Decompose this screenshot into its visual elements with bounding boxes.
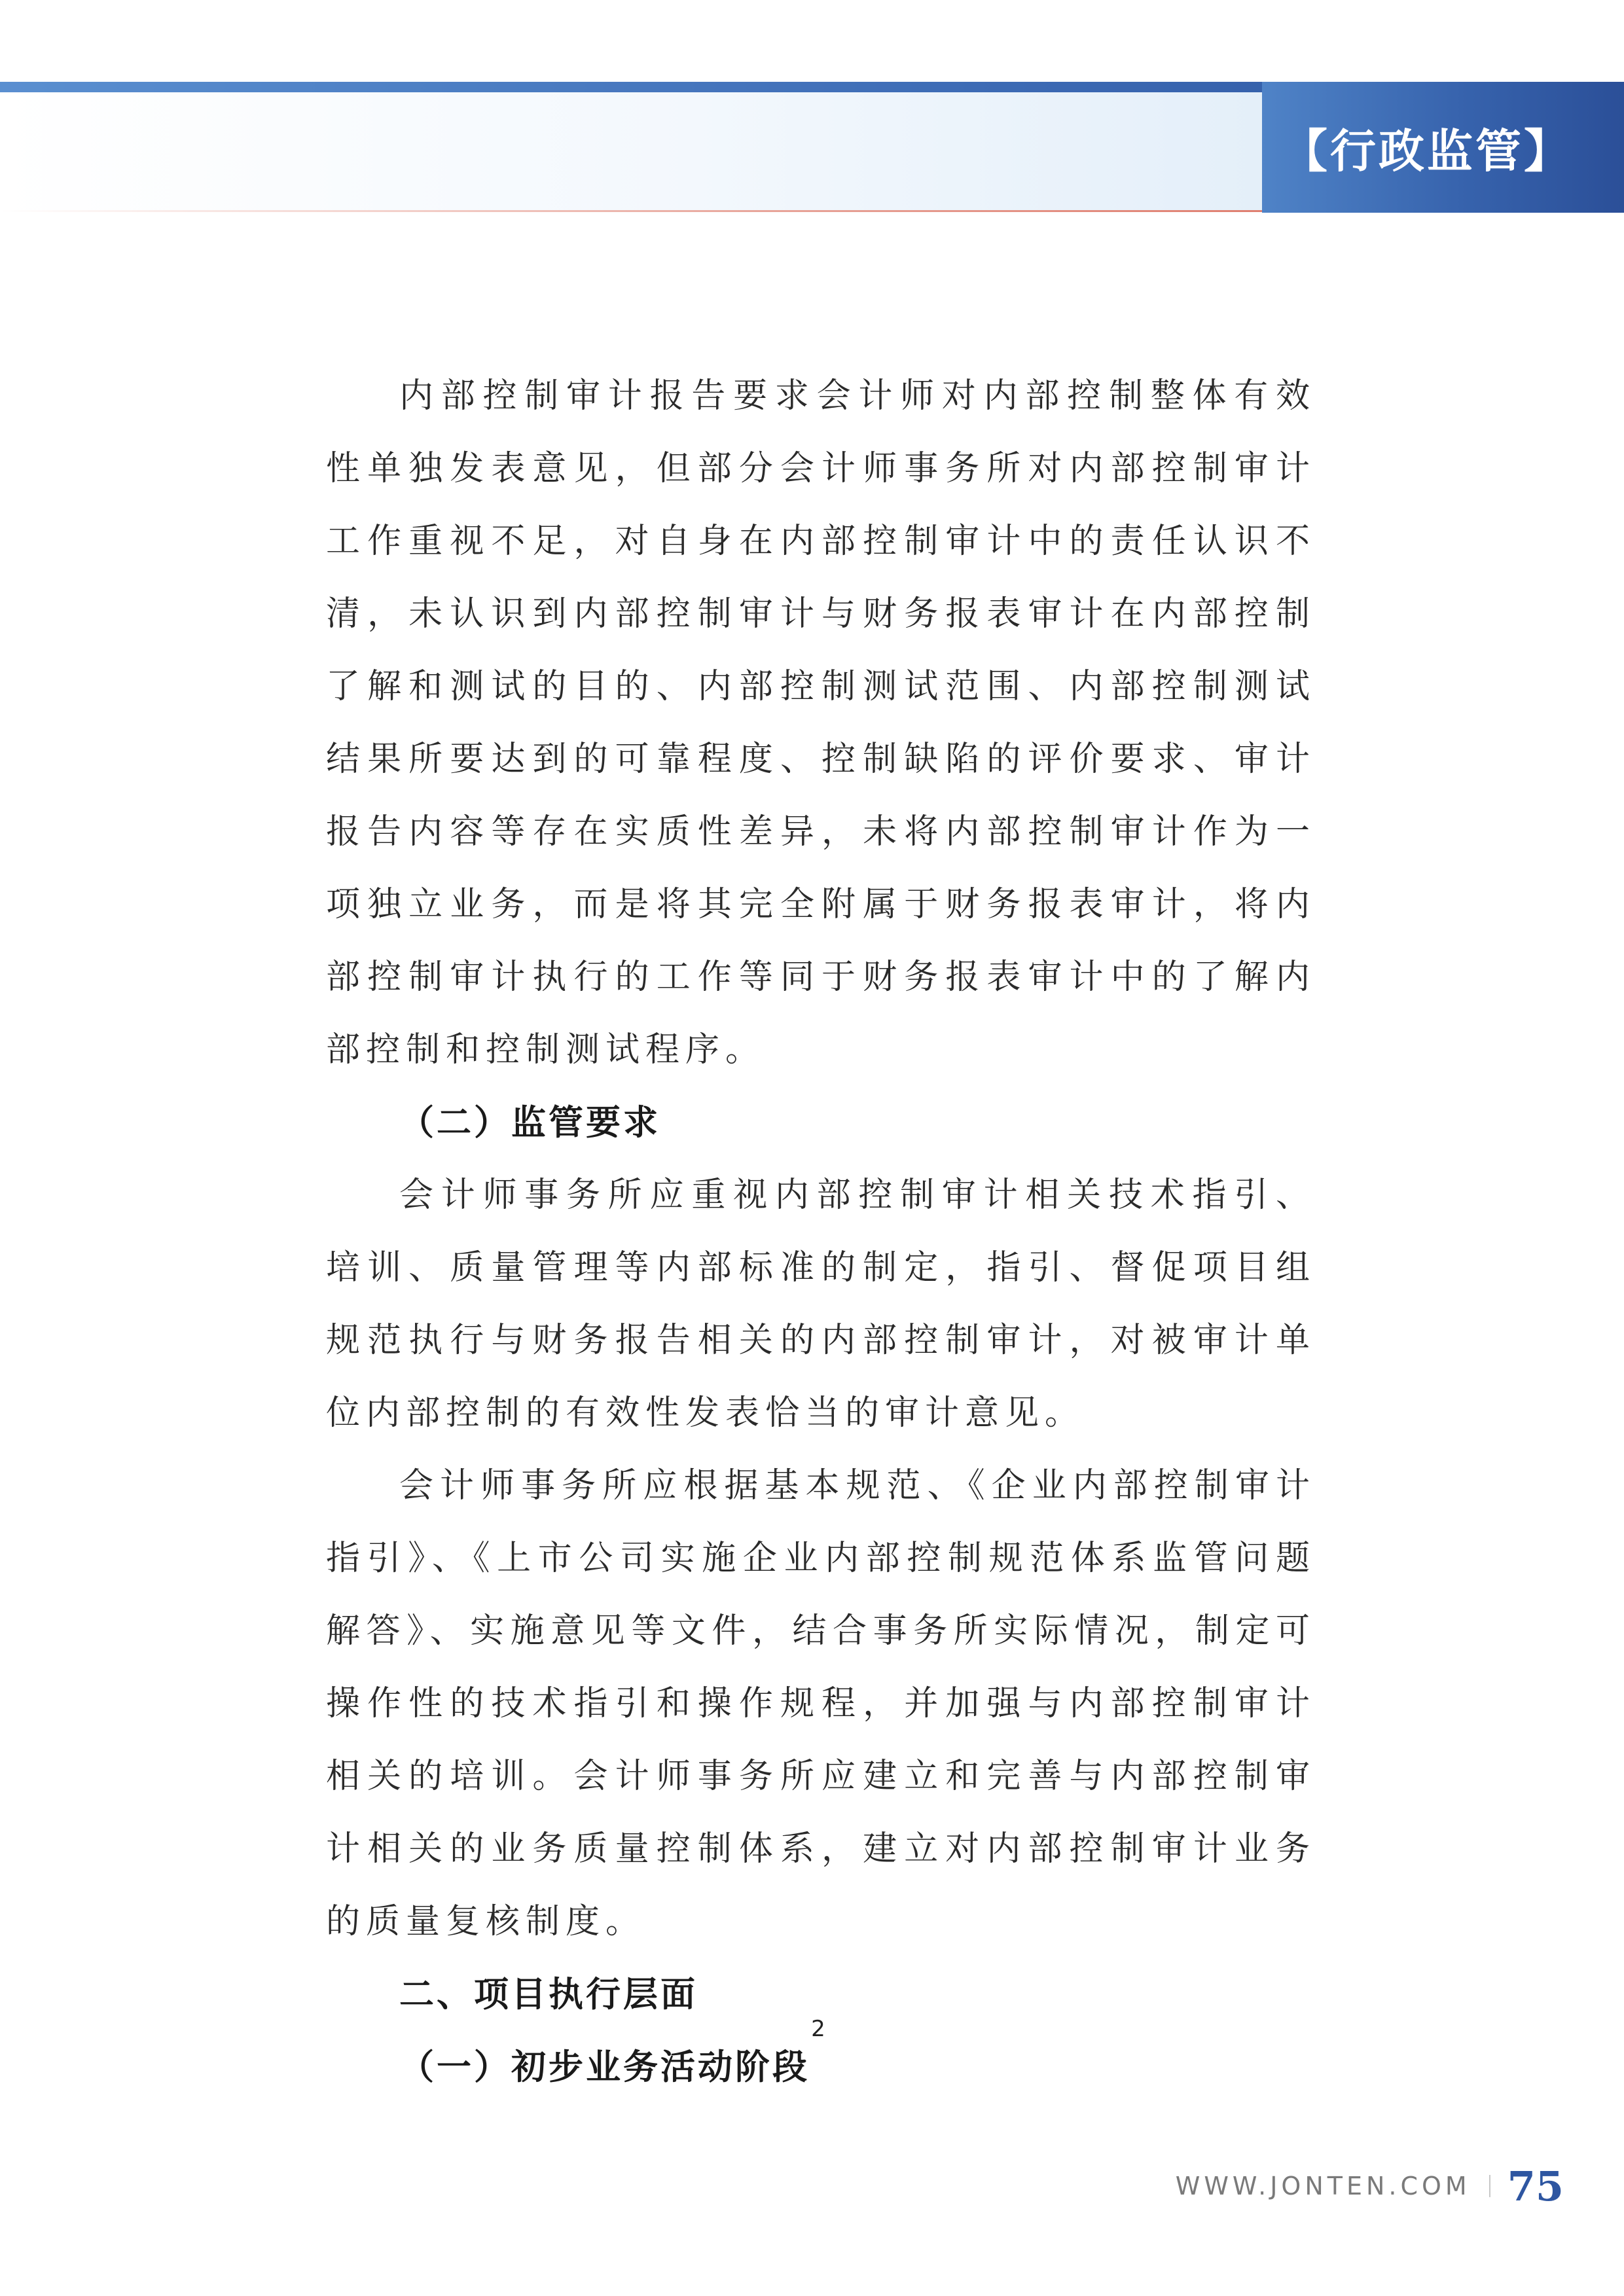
heading-project-execution: 二、项目执行层面	[399, 1975, 698, 2015]
section-title: 【行政监管】	[1282, 124, 1572, 178]
section-tab	[1262, 82, 1624, 213]
site-url: WWW.JONTEN.COM	[1175, 2172, 1471, 2200]
footer	[1176, 2160, 1564, 2212]
paragraph-deficiency: 内部控制审计报告要求会计师对内部控制整体有效性单独发表意见，但部分会计师事务所对内部控制审计工作重视不足，对自身在内部控制审计中的责任认识不清，未认识到内部控制审计与财务报表审计在内部控制了解和测试的目的、内部控制测试范围、内部控制测试结果所要达到的可靠程度、控制缺陷的评价要求、审计报告内容等存在实质性差异，未将内部控制审计作为一项独立业务，而是将其完全附属于财务报表审计，将内部控制审计执行的工作等同于财务报表审计中的了解内部控制和控制测试程序。	[326, 376, 1316, 1069]
heading-initial-activities: （一）初步业务活动阶段	[399, 2047, 810, 2087]
inner-page-number: 2	[811, 2016, 825, 2042]
magazine-page-number: 75	[1507, 2162, 1564, 2210]
header-band	[0, 92, 1263, 210]
footer-separator	[1489, 2175, 1490, 2197]
article-body	[326, 360, 1316, 2104]
paragraph-requirement-2: 会计师事务所应根据基本规范、《企业内部控制审计指引》、《上市公司实施企业内部控制规范体系监管问题解答》、实施意见等文件，结合事务所实际情况，制定可操作性的技术指引和操作规程，并加强与内部控制审计相关的培训。会计师事务所应建立和完善与内部控制审计相关的业务质量控制体系，建立对内部控制审计业务的质量复核制度。	[326, 1466, 1316, 1941]
paragraph-requirement-1: 会计师事务所应重视内部控制审计相关技术指引、培训、质量管理等内部标准的制定，指引、督促项目组规范执行与财务报告相关的内部控制审计，对被审计单位内部控制的有效性发表恰当的审计意见。	[326, 1175, 1316, 1433]
heading-supervision-requirements: （二）监管要求	[399, 1103, 660, 1143]
header-accent-line	[0, 210, 1263, 212]
